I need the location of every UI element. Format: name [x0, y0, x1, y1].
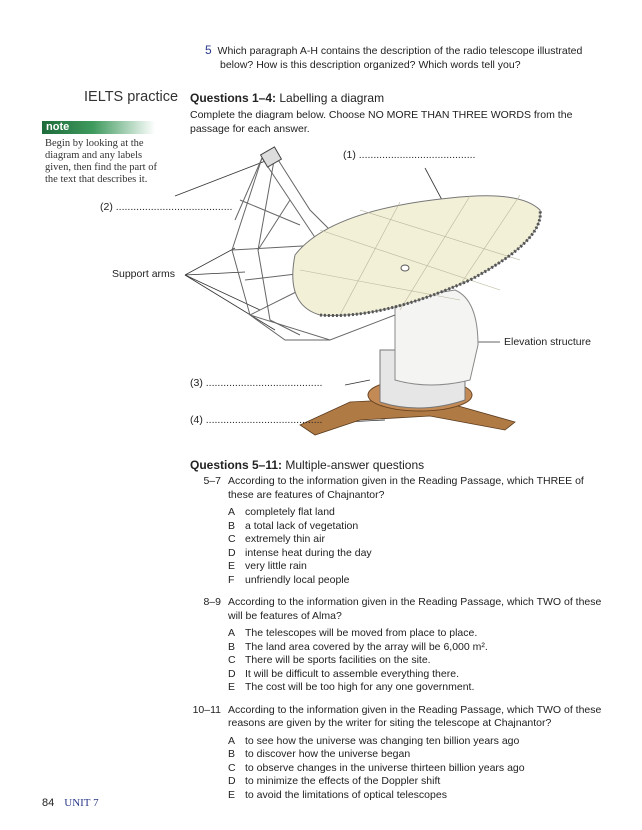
question-text: these are features of Chajnantor? [228, 488, 385, 501]
option-letter: B [228, 748, 236, 760]
answer-option [228, 654, 623, 668]
option-text: The cost will be too high for any one government. [245, 681, 475, 693]
section1-instructions [190, 108, 572, 136]
question-number: 10–11 [192, 703, 221, 716]
option-text: The telescopes will be moved from place to place. [245, 627, 478, 639]
option-letter: C [228, 761, 236, 774]
question-block [183, 704, 623, 803]
section2-heading-rest: Multiple-answer questions [282, 458, 425, 472]
section2-heading [190, 458, 424, 472]
option-text: completely flat land [245, 506, 335, 518]
label-3: (3) ........................................ [190, 377, 323, 389]
ielts-practice-title: IELTS practice [84, 89, 179, 105]
answer-option [228, 533, 623, 547]
option-text: to observe changes in the universe thirteen billion years ago [245, 761, 525, 774]
note-line: diagram and any labels [45, 150, 143, 161]
note-line: the text that describes it. [45, 174, 148, 185]
question-number: 8–9 [203, 596, 221, 608]
section1-heading-bold: Questions 1–4: [190, 91, 277, 105]
answer-option [228, 735, 623, 749]
option-letter: C [228, 654, 236, 666]
option-text: very little rain [245, 560, 307, 572]
telescope-dish [293, 195, 541, 316]
answer-option [228, 574, 623, 588]
note-label: note [42, 121, 155, 134]
option-letter: A [228, 506, 236, 518]
option-letter: F [228, 573, 235, 586]
option-letter: E [228, 681, 236, 693]
question-5-line2: below? How is this description organized? Which words tell you? [220, 59, 521, 71]
page-number: 84 [42, 797, 55, 809]
answer-option [228, 560, 623, 574]
option-text: unfriendly local people [245, 573, 350, 586]
question-text: According to the information given in the Reading Passage, which TWO of these [228, 703, 602, 716]
question-text: will be features of Alma? [228, 609, 342, 622]
option-letter: E [228, 788, 236, 801]
answer-option [228, 668, 623, 682]
question-text: According to the information given in the Reading Passage, which TWO of these [228, 596, 602, 608]
option-text: to minimize the effects of the Doppler shift [245, 775, 441, 787]
unit-label: UNIT 7 [64, 797, 99, 809]
question-number: 5–7 [203, 475, 221, 487]
option-letter: A [228, 627, 236, 639]
radio-telescope-diagram [0, 140, 642, 440]
option-letter: E [228, 560, 236, 572]
question-5-line1: Which paragraph A-H contains the description of the radio telescope illustrated [217, 45, 583, 57]
answer-option [228, 762, 623, 776]
section1-heading [190, 91, 384, 105]
answer-option [228, 748, 623, 762]
receiver-cabin [261, 147, 282, 167]
answer-option [228, 641, 623, 655]
instr-line1: Complete the diagram below. Choose NO MORE THAN THREE WORDS from the [190, 109, 573, 121]
questions-list [183, 475, 623, 802]
answer-option [228, 789, 623, 803]
option-text: It will be difficult to assemble everything there. [245, 667, 459, 680]
option-text: to avoid the limitations of optical telescopes [245, 788, 447, 801]
answer-option [228, 520, 623, 534]
note-line: given, then find the part of [45, 162, 157, 173]
answer-option [228, 627, 623, 641]
option-text: to discover how the universe began [245, 748, 411, 760]
question-block [183, 596, 623, 695]
support-arms-label: Support arms [112, 268, 176, 280]
option-letter: A [228, 734, 236, 747]
answer-option [228, 775, 623, 789]
label-1: (1) ........................................ [343, 149, 476, 161]
note-line: Begin by looking at the [45, 138, 144, 149]
option-text: There will be sports facilities on the site. [245, 654, 431, 666]
elevation-structure-label: Elevation structure [504, 336, 591, 348]
question-block [183, 475, 623, 587]
option-text: intense heat during the day [245, 546, 372, 559]
answer-option [228, 681, 623, 695]
section1-heading-rest: Labelling a diagram [276, 91, 385, 105]
option-letter: D [228, 546, 236, 559]
option-letter: B [228, 519, 236, 532]
question-text: reasons are given by the writer for siting the telescope at Chajnantor? [228, 717, 552, 729]
option-text: extremely thin air [245, 533, 325, 545]
option-letter: D [228, 667, 236, 680]
option-text: a total lack of vegetation [245, 519, 359, 532]
option-letter: D [228, 775, 236, 787]
question-5 [205, 43, 582, 72]
answer-option [228, 547, 623, 561]
option-text: The land area covered by the array will be 6,000 m². [245, 640, 488, 653]
section2-heading-bold: Questions 5–11: [190, 458, 283, 472]
instr-line2: passage for each answer. [190, 123, 310, 135]
option-letter: B [228, 640, 236, 653]
label-2: (2) ........................................ [100, 201, 233, 213]
question-5-number: 5 [205, 43, 212, 57]
option-letter: C [228, 533, 236, 545]
option-text: to see how the universe was changing ten billion years ago [245, 734, 520, 747]
page-footer [42, 797, 99, 809]
answer-option [228, 506, 623, 520]
question-text: According to the information given in the Reading Passage, which THREE of [228, 475, 584, 487]
label-4: (4) ........................................ [190, 414, 323, 426]
